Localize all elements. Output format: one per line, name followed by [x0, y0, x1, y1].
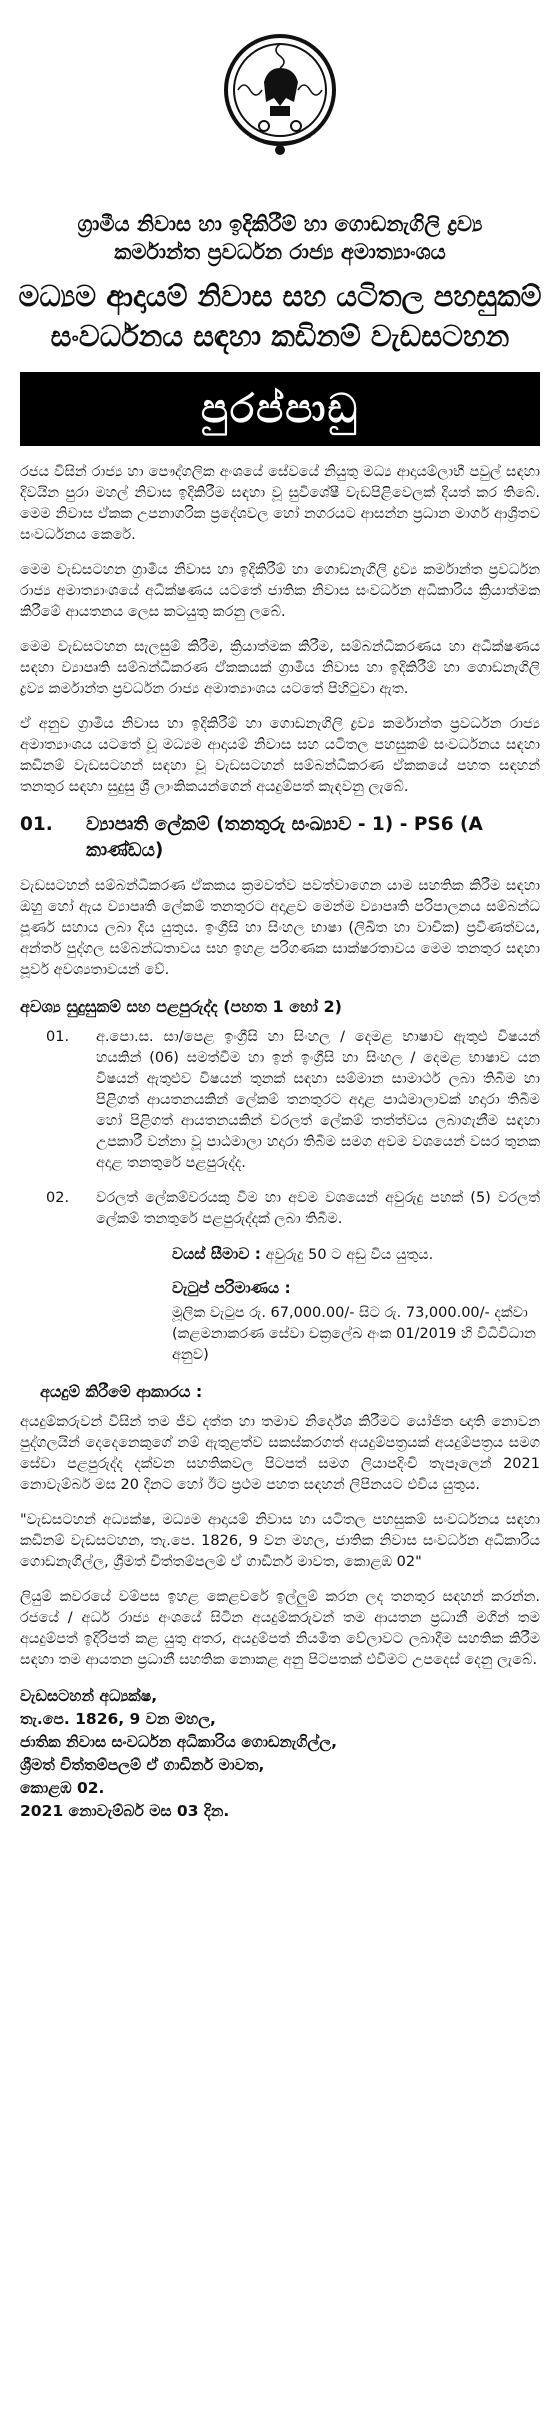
- signature-line-1: වැඩසටහන් අධ්‍යක්ෂ,: [20, 1687, 158, 1705]
- intro-paragraph-3: මෙම වැඩසටහන සැලසුම් කිරීම, ක්‍රියාත්මක කිරීම, සම්බන්ධීකරණය හා අධීක්ෂණය සඳහා ව්‍යාපෘති සම්බන්ධීකරණ ඒකකයක් ග්‍රාමීය නිවාස හා ඉදිකිරීම් හා ගොඩනැගිලි ද්‍රව්‍ය කර්මාන්ත ප්‍රවර්ධන රාජ්‍ය අමාත්‍යාංශය යටතේ පිහිටුවා ඇත.: [20, 639, 540, 697]
- application-method-heading: අයදුම් කිරීමේ ආකාරය :: [40, 1382, 203, 1401]
- salary-scale-text: මූලික වැටුප රු. 67,000.00/- සිට රු. 73,000.00/- දක්වා (කළමනාකරණ සේවා චක්‍රලේඛ අංක 01/2019 හි විධිවිධාන අනුව): [172, 1305, 536, 1363]
- application-address: "වැඩසටහන් අධ්‍යක්ෂ, මධ්‍යම ආදායම් නිවාස හා යටිතල පහසුකම් සංවර්ධනය සඳහා කඩිනම් වැඩසටහන, තැ.පෙ. 1826, 9 වන මහල, ජාතික නිවාස සංවර්ධන අධිකාරිය ගොඩනැගිල්ල, ශ්‍රීමත් චිත්තම්පලම් ඒ ගාඩිනර් මාවත, කොළඹ 02": [20, 1512, 540, 1570]
- ministry-name: [12, 210, 548, 266]
- qualification-text-2: වරලත් ලේකම්වරයකු වීම හා අවම වශයෙන් අවුරුදු පහක් (5) වරලත් ලේකම් තනතුරේ පළපුරුද්දක් ලබා තිබීම.: [96, 1190, 540, 1227]
- intro-paragraph-4: ඒ අනුව ග්‍රාමීය නිවාස හා ඉදිකිරීම් හා ගොඩනැගිලි ද්‍රව්‍ය කර්මාන්ත ප්‍රවර්ධන රාජ්‍ය අමාත්‍යාංශය යටතේ වූ මධ්‍යම ආදායම් නිවාස සහ යටිතල පහසුකම් සංවර්ධනය සඳහා කඩිනම් වැඩසටහන් සඳහා වූ වැඩසටහන් සම්බන්ධීකරණ ඒකකයේ පහත සඳහන් තනතුර සඳහා සුදුසු ශ්‍රී ලාංකිකයන්ගෙන් අයදුම්පත් කැඳවනු ලැබේ.: [20, 716, 540, 795]
- qualification-item-2: [12, 1188, 540, 1230]
- application-section-2: [20, 1587, 540, 1671]
- post-number: 01.: [20, 814, 53, 835]
- project-line-2: සංවර්ධනය සඳහා කඩිනම් වැඩසටහන: [50, 319, 510, 353]
- application-paragraph-1: අයදුම්කරුවන් විසින් තම ජීව දත්ත හා තමාව නිර්දේශ කිරීමට යෝජිත ඥාති නොවන පුද්ගලයින් දෙදෙනෙකුගේ නම් ඇතුළත්ව සකස්කරගත් අයදුම්පත්‍රයක් අයදුම්පත්‍රය සමග සේවා පළපුරුද්ද දක්වන සහතිකවල පිටපත් සමග ලියාපදිංචි තැපෑලෙන් 2021 නොවැම්බර් මස 20 දිනට හෝ ඊට ප්‍රථම පහත සඳහන් ලිපිනයට එවිය යුතුය.: [20, 1414, 540, 1493]
- age-limit-value: අවුරුදු 50 ට අඩු විය යුතුය.: [265, 1247, 434, 1263]
- salary-scale-label: වැටුප් පරිමාණය :: [172, 1279, 291, 1297]
- signature-block: [20, 1685, 540, 1823]
- signature-line-5: කොළඹ 02.: [20, 1779, 105, 1797]
- intro-paragraph-2: මෙම වැඩසටහන ග්‍රාමීය නිවාස හා ඉදිකිරීම් හා ගොඩනැගිලි ද්‍රව්‍ය කර්මාන්ත ප්‍රවර්ධන රාජ්‍ය අමාත්‍යාංශයේ අධීක්ෂණය යටතේ ජාතික නිවාස සංවර්ධන අධිකාරිය ක්‍රියාත්මක කිරීමේ ආයතනය ලෙස කටයුතු කරනු ලබේ.: [20, 562, 540, 620]
- qualification-item-1: [12, 1027, 540, 1174]
- qualification-number-1: 01.: [46, 1029, 70, 1045]
- application-section: [20, 1412, 540, 1496]
- sri-lanka-emblem-icon: [220, 28, 340, 158]
- signature-line-2: තැ.පෙ. 1826, 9 වන මහල,: [20, 1710, 216, 1728]
- intro-section: [20, 462, 540, 798]
- post-heading: [20, 812, 540, 864]
- emblem-area: [12, 0, 548, 170]
- salary-scale: [172, 1278, 540, 1366]
- project-line-1: මධ්‍යම ආදායම් නිවාස සහ යටිතල පහසුකම්: [18, 279, 542, 313]
- post-title: ව්‍යාපෘති ලේකම් (තනතුරු සංඛ්‍යාව - 1) - PS6 (A කාණ්ඩය): [86, 814, 483, 861]
- age-limit: [172, 1244, 540, 1266]
- ministry-line-1: ග්‍රාමීය නිවාස හා ඉදිකිරීම් හා ගොඩනැගිලි ද්‍රව්‍ය: [77, 212, 483, 236]
- signature-line-3: ජාතික නිවාස සංවර්ධන අධිකාරිය ගොඩනැගිල්ල,: [20, 1733, 337, 1751]
- age-limit-label: වයස් සීමාව :: [172, 1245, 261, 1263]
- application-paragraph-2: ලියුම් කවරයේ වම්පස ඉහළ කෙළවරේ ඉල්ලුම් කරන ලද තනතුර සඳහන් කරන්න. රජයේ / අර්ධ රාජ්‍ය අංශයේ සිටින අයදුම්කරුවන් තම ආයතන ප්‍රධානී මගින් තම අයදුම්පත් ඉදිරිපත් කළ යුතු අතර, අයදුම්පත් නියමිත වේලාවට ලබාදීම සහතික කිරීම සඳහා තම ආයතන ප්‍රධානී සහතික නොකළ අනු පිටපතක් එවීමට උපදෙස් දෙනු ලැබේ.: [20, 1589, 540, 1668]
- signature-line-4: ශ්‍රීමත් චිත්තම්පලම් ඒ ගාඩිනර් මාවත,: [20, 1756, 265, 1774]
- qualifications-heading: අවශ්‍ය සුදුසුකම් සහ පළපුරුද්ද (පහත 1 හෝ 2): [20, 997, 342, 1016]
- post-description: වැඩසටහන් සම්බන්ධීකරණ ඒකකය ක්‍රමවත්ව පවත්වාගෙන යාම සහතික කිරීම සඳහා ඔහු හෝ ඇය ව්‍යාපෘති ලේකම් තනතුරට අදාළව මෙන්ම ව්‍යාපෘති පරිපාලනය සම්බන්ධ පූර්ණ සහාය ලබා දිය යුතුය. ඉංග්‍රීසි හා සිංහල භාෂා (ලිඛිත හා වාචික) ප්‍රවීණත්වය, අන්තර් පුද්ගල සම්බන්ධතාවය සහ ඉහළ පරිගණක සාක්ෂරතාවය මෙම තනතුර සඳහා පූර්ව අවශ්‍යතාවයන් වේ.: [20, 878, 540, 978]
- vacancies-banner: පුරප්පාඩු: [20, 372, 540, 446]
- project-title: [12, 276, 548, 356]
- post-description-section: [20, 876, 540, 981]
- intro-paragraph-1: රජය විසින් රාජ්‍ය හා පෞද්ගලික අංශයේ සේවයේ නියුතු මධ්‍ය ආදායම්ලාභී පවුල් සඳහා දිවයින පුරා මහල් නිවාස ඉදිකිරීම සඳහා වූ සුවිශේෂී වැඩපිළිවෙලක් දියත් කර තිබේ. මෙම නිවාස ඒකක උපනාගරික ප්‍රදේශවල හෝ නගරයට ආසන්න ප්‍රධාන මාර්ග ආශ්‍රිතව සංවර්ධනය කෙරේ.: [20, 464, 540, 543]
- ministry-line-2: කර්මාන්ත ප්‍රවර්ධන රාජ්‍ය අමාත්‍යාංශය: [114, 240, 446, 264]
- qualification-text-1: අ.පො.ස. සා/පෙළ ඉංග්‍රීසි හා සිංහල / දෙමළ භාෂාව ඇතුළු විෂයන් හයකින් (06) සමත්වීම හා ඉන් ඉංග්‍රීසි හා සිංහල / දෙමළ භාෂාව යන විෂයන් ඇතුළුව විෂයන් තුනක් සඳහා සම්මාන සාමාර්ථ ලබා තිබීම හා පිළිගත් ආයතනයකින් ලේකම් තනතුරට අදාළ පාඨමාලාවක් හදාරා තිබීම හෝ පිළිගත් ආයතනයකින් වරලත් ලේකම් තත්ත්වය ලබාගැනීම සඳහා උපකාරී වන්නා වූ පාඨමාලා හදාරා තිබීම සමග අවම වශයෙන් වසර තුනක අදාළ තනතුරේ පළපුරුද්ද.: [96, 1029, 540, 1171]
- qualification-number-2: 02.: [46, 1190, 70, 1206]
- signature-date: 2021 නොවැම්බර් මස 03 දින.: [20, 1802, 230, 1820]
